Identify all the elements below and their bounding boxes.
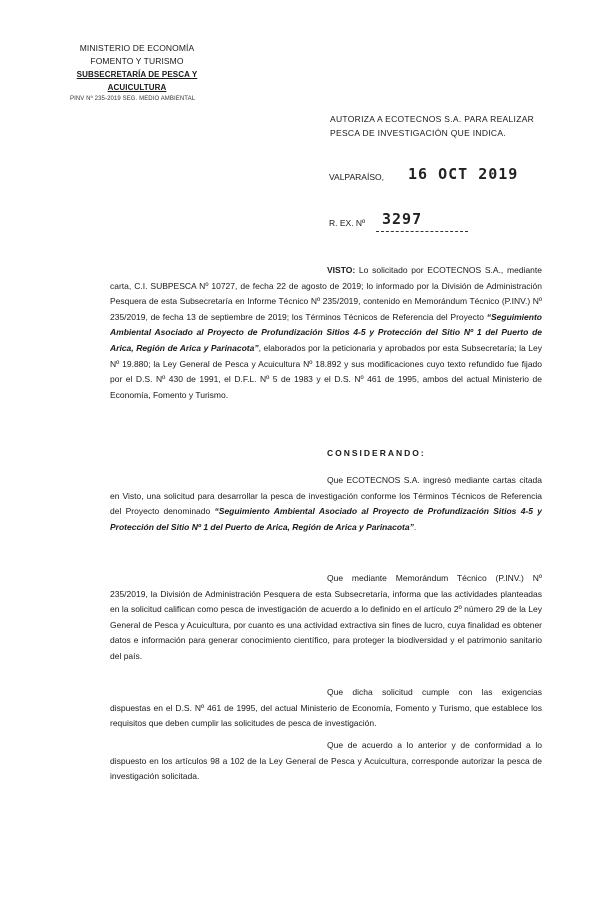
p1-project-title: “Seguimiento Ambiental Asociado al Proyecto de Profundización Sitios 4-5 y Protección del Sitio Nº 1 del Puerto de Arica, Región de Arica y Parinacota” [110,506,542,532]
letterhead [52,42,222,104]
p3-text: Que dicha solicitud cumple con las exigencias dispuestas en el D.S. Nº 461 de 1995, del actual Ministerio de Economía, Fomento y Turismo, que establece los requisitos que deben cumplir las solicitudes de pesca de investigación. [110,687,542,729]
rex-underline [376,231,468,232]
considerando-paragraph-2 [110,571,542,665]
visto-project-title: “Seguimiento Ambiental Asociado al Proyecto de Profundización Sitios 4-5 y Protección del Sitio Nº 1 del Puerto de Arica, Región de Arica y Parinacota” [110,311,542,353]
p4-text: Que de acuerdo a lo anterior y de conformidad a lo dispuesto en los artículos 98 a 102 de la Ley General de Pesca y Acuicultura, corresponde autorizar la pesca de investigación solicitada. [110,740,542,782]
p2-text: Que mediante Memorándum Técnico (P.INV.) Nº 235/2019, la División de Administración Pesquera de esta Subsecretaría, informa que las actividades planteadas en la solicitud califican como pesca de investigación de acuerdo a lo definido en el artículo 2º número 29 de la Ley General de Pesca y Acuicultura, por cuanto es una actividad extractiva sin fines de lucro, cuya finalidad es obtener datos e información para generar conocimiento científico, para proteger la biodiversidad y el patrimonio sanitario del país. [110,573,542,661]
visto-label: VISTO: [327,265,356,275]
visto-section [110,263,542,403]
considerando-paragraph-3 [110,685,542,732]
subsecretaria-name: SUBSECRETARÍA DE PESCA Y ACUICULTURA [76,70,198,92]
considerando-paragraph-1 [110,473,542,535]
visto-text-a: Lo solicitado por ECOTECNOS S.A., mediante carta, C.I. SUBPESCA Nº 10727, de fecha 22 de agosto de 2019; lo informado por la División de Administración Pesquera de esta Subsecretaría en Informe Técnico Nº 235/2019, contenido en Memorándum Técnico (P.INV.) Nº 235/2019, de fecha 13 de septiembre de 2019; los Términos Técnicos de Referencia del Proyecto [110,265,542,322]
document-reference: PINV Nº 235-2019 SEG. MEDIO AMBIENTAL [70,96,196,102]
p1-text-b: . [413,521,417,532]
ministry-name: MINISTERIO DE ECONOMÍA [79,43,195,53]
p1-text-a: Que ECOTECNOS S.A. ingresó mediante cartas citada en Visto, una solicitud para desarrollar la pesca de investigación conforme los Términos Técnicos de Referencia del Proyecto denominado [110,475,542,517]
resolution-subject: AUTORIZA A ECOTECNOS S.A. PARA REALIZAR PESCA DE INVESTIGACIÓN QUE INDICA. [330,114,535,138]
visto-text-b: , elaborados por la peticionaria y aprobados por esta Subsecretaría; la Ley Nº 19.880; la Ley General de Pesca y Acuicultura Nº 18.892 y sus modificaciones cuyo texto refundido fue fijado por el D.S. Nº 430 de 1991, el D.F.L. Nº 5 de 1983 y el D.S. Nº 461 de 1995, ambos del actual Ministerio de Economía, Fomento y Turismo. [110,342,542,400]
ministry-name-line2: FOMENTO Y TURISMO [90,56,184,66]
rex-number-stamp: 3297 [382,210,423,228]
considerando-paragraph-4 [110,738,542,785]
rex-label: R. EX. Nº [329,218,366,228]
place-label: VALPARAÍSO, [329,172,384,182]
date-stamp: 16 OCT 2019 [408,165,519,183]
considerando-heading: CONSIDERANDO: [327,448,426,458]
